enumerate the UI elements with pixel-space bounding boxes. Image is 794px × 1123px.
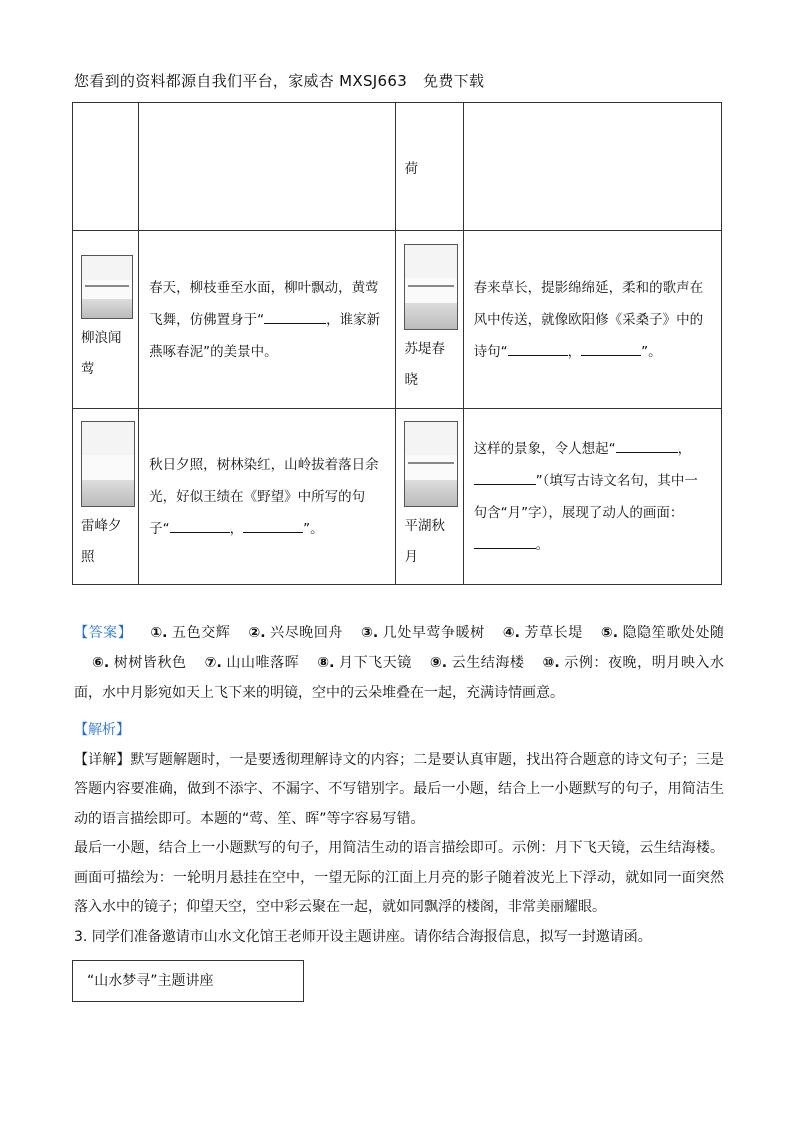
table-cell (73, 103, 139, 231)
table-row (73, 103, 722, 231)
answer-blank[interactable] (508, 341, 568, 356)
table-cell (139, 103, 396, 231)
scene-desc-liulang: 春天，柳枝垂至水面，柳叶飘动，黄莺飞舞，仿佛置身于“ ，谁家新燕啄春泥”的美景中。 (139, 231, 396, 409)
answer-item: 云生结海楼 (451, 655, 525, 671)
answer-num: ②. (248, 625, 266, 641)
header-text: 您看到的资料都源自我们平台，家威杏 MXSJ663 (74, 72, 408, 90)
answer-item: 树树皆秋色 (113, 655, 187, 671)
answer-item: 几处早莺争暖树 (382, 625, 485, 641)
scene-desc-sudi: 春来草长，提影绵绵延，柔和的歌声在风中传送，就像欧阳修《采桑子》中的诗句“ ， ”。 (463, 231, 721, 409)
scene-desc-leifeng: 秋日夕照，树林染红，山岭拔着落日余光，好似王绩在《野望》中所写的句子“ ， ”。 (139, 409, 396, 585)
poster-title-box: “山水梦寻”主题讲座 (72, 960, 304, 1002)
answer-item: 示例：夜晚，明月映入水面，水中月影宛如天上飞下来的明镜，空中的云朵堆叠在一起，充满诗情画意。 (74, 655, 725, 701)
scene-desc-pinghu: 这样的景象，令人想起“ ，”（填写古诗文名句，其中一句含“月”字），展现了动人的画面：。 (463, 409, 721, 585)
table-row (73, 231, 722, 409)
answer-num: ①. (150, 625, 168, 641)
answer-label: 【答案】 (74, 625, 133, 641)
answer-blank[interactable] (243, 518, 303, 533)
table-cell (463, 103, 721, 231)
answer-blank[interactable] (474, 470, 536, 485)
poem-table (72, 102, 722, 585)
answer-num: ③. (361, 625, 379, 641)
analysis-paragraph: 最后一小题，结合上一小题默写的句子，用简洁生动的语言描绘即可。示例：月下飞天镜，云生结海楼。画面可描绘为：一轮明月悬挂在空中，一望无际的江面上月亮的影子随着波光上下浮动，就如同一面突然落入水中的镜子；仰望天空，空中彩云聚在一起，就如同飘浮的楼阁，非常美丽耀眼。 (74, 840, 724, 915)
question-3: 3. 同学们准备邀请市山水文化馆王老师开设主题讲座。请你结合海报信息，拟写一封邀请函。 (74, 928, 652, 945)
scene-image-liulang (81, 255, 133, 319)
answer-item: 五色交辉 (171, 625, 231, 641)
analysis-paragraph: 默写题解题时，一是要透彻理解诗文的内容；二是要认真审题，找出符合题意的诗文句子；三是答题内容要准确，做到不添字、不漏字、不写错别字。最后一小题，结合上一小题默写的句子，用简洁生动的语言描绘即可。本题的“莺、笙、晖”等字容易写错。 (74, 751, 725, 827)
answer-item: 兴尽晚回舟 (269, 625, 343, 641)
answer-num: ⑦. (204, 655, 222, 671)
scene-cell-pinghu (396, 409, 463, 585)
answer-blank[interactable] (264, 309, 326, 324)
table-row (73, 409, 722, 585)
answer-num: ⑩. (542, 655, 560, 671)
scene-cell-liulang (73, 231, 139, 409)
scene-name: 苏堤春 晓 (404, 340, 445, 388)
answer-num: ④. (502, 625, 520, 641)
answer-blank[interactable] (581, 341, 641, 356)
scene-image-pinghu (404, 421, 458, 507)
scene-cell-leifeng (73, 409, 139, 585)
answer-item: 山山唯落晖 (225, 655, 300, 671)
scene-name: 柳浪闻 莺 (81, 329, 122, 377)
answer-num: ⑧. (317, 655, 335, 671)
detail-label: 【详解】 (74, 751, 131, 768)
header-suffix: 免费下载 (423, 72, 485, 90)
answer-num: ⑨. (429, 655, 448, 671)
answer-blank[interactable] (616, 438, 678, 453)
answer-item: 月下飞天镜 (338, 655, 412, 671)
scene-name: 平湖秋 月 (404, 517, 445, 565)
answer-item: 芳草长堤 (523, 625, 583, 641)
answer-num: ⑤. (600, 625, 619, 641)
page-header (74, 70, 484, 91)
answer-num: ⑥. (92, 655, 110, 671)
answer-blank[interactable] (170, 518, 230, 533)
answer-section (74, 618, 724, 708)
answer-item: 隐隐笙歌处处随 (622, 625, 725, 641)
scene-name: 雷峰夕 照 (81, 517, 122, 565)
scene-image-leifeng (81, 421, 135, 507)
scene-image-sudi (404, 244, 458, 330)
analysis-section (74, 716, 724, 952)
scene-name-lotus: 荷 (396, 103, 463, 231)
scene-cell-sudi (396, 231, 463, 409)
answer-blank[interactable] (474, 534, 536, 549)
analysis-label: 【解析】 (74, 722, 130, 738)
